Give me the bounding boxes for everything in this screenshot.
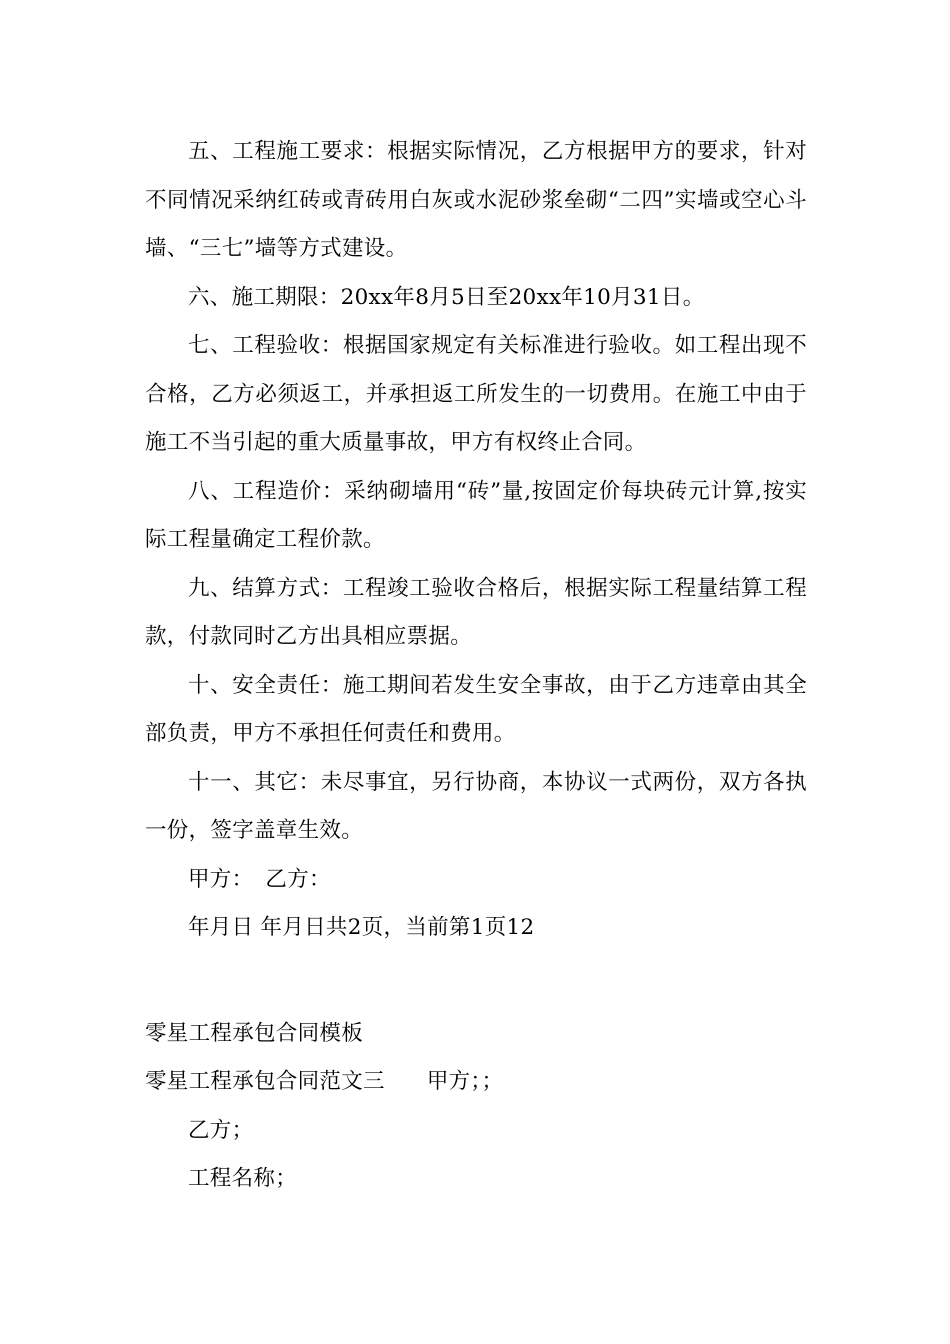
clause-10: 十、安全责任：施工期间若发生安全事故，由于乙方违章由其全部负责，甲方不承担任何责任和费用。 bbox=[145, 672, 807, 746]
second-document-project-name: 工程名称； bbox=[188, 1166, 298, 1191]
second-document-party-b: 乙方； bbox=[188, 1117, 254, 1143]
document-body bbox=[145, 128, 807, 1204]
second-document-subtitle: 零星工程承包合同范文三 bbox=[145, 1069, 385, 1094]
clause-6: 六、施工期限：20xx年8月5日至20xx年10月31日。 bbox=[188, 284, 705, 310]
second-document-party-a: 甲方；； bbox=[426, 1069, 504, 1094]
section-gap bbox=[145, 953, 807, 1010]
clause-11: 十一、其它：未尽事宜，另行协商，本协议一式两份，双方各执一份，签字盖章生效。 bbox=[145, 769, 807, 843]
clause-9: 九、结算方式：工程竣工验收合格后，根据实际工程量结算工程款，付款同时乙方出具相应票据。 bbox=[145, 575, 807, 649]
party-a-signature-label: 甲方： bbox=[188, 866, 254, 892]
date-page-line: 年月日 年月日共2页，当前第1页12 bbox=[188, 915, 535, 940]
second-document-subtitle-line bbox=[145, 1058, 807, 1107]
second-document-title: 零星工程承包合同模板 bbox=[145, 1020, 364, 1046]
clause-5: 五、工程施工要求：根据实际情况，乙方根据甲方的要求，针对不同情况采纳红砖或青砖用白灰或水泥砂浆垒砌“二四”实墙或空心斗墙、“三七”墙等方式建设。 bbox=[145, 139, 807, 261]
clause-8: 八、工程造价：采纳砌墙用“砖”量,按固定价每块砖元计算,按实际工程量确定工程价款。 bbox=[145, 478, 807, 552]
signature-line bbox=[145, 856, 807, 905]
clause-7: 七、工程验收：根据国家规定有关标准进行验收。如工程出现不合格，乙方必须返工，并承担返工所发生的一切费用。在施工中由于施工不当引起的重大质量事故，甲方有权终止合同。 bbox=[145, 333, 807, 455]
party-b-signature-label: 乙方： bbox=[265, 866, 331, 892]
